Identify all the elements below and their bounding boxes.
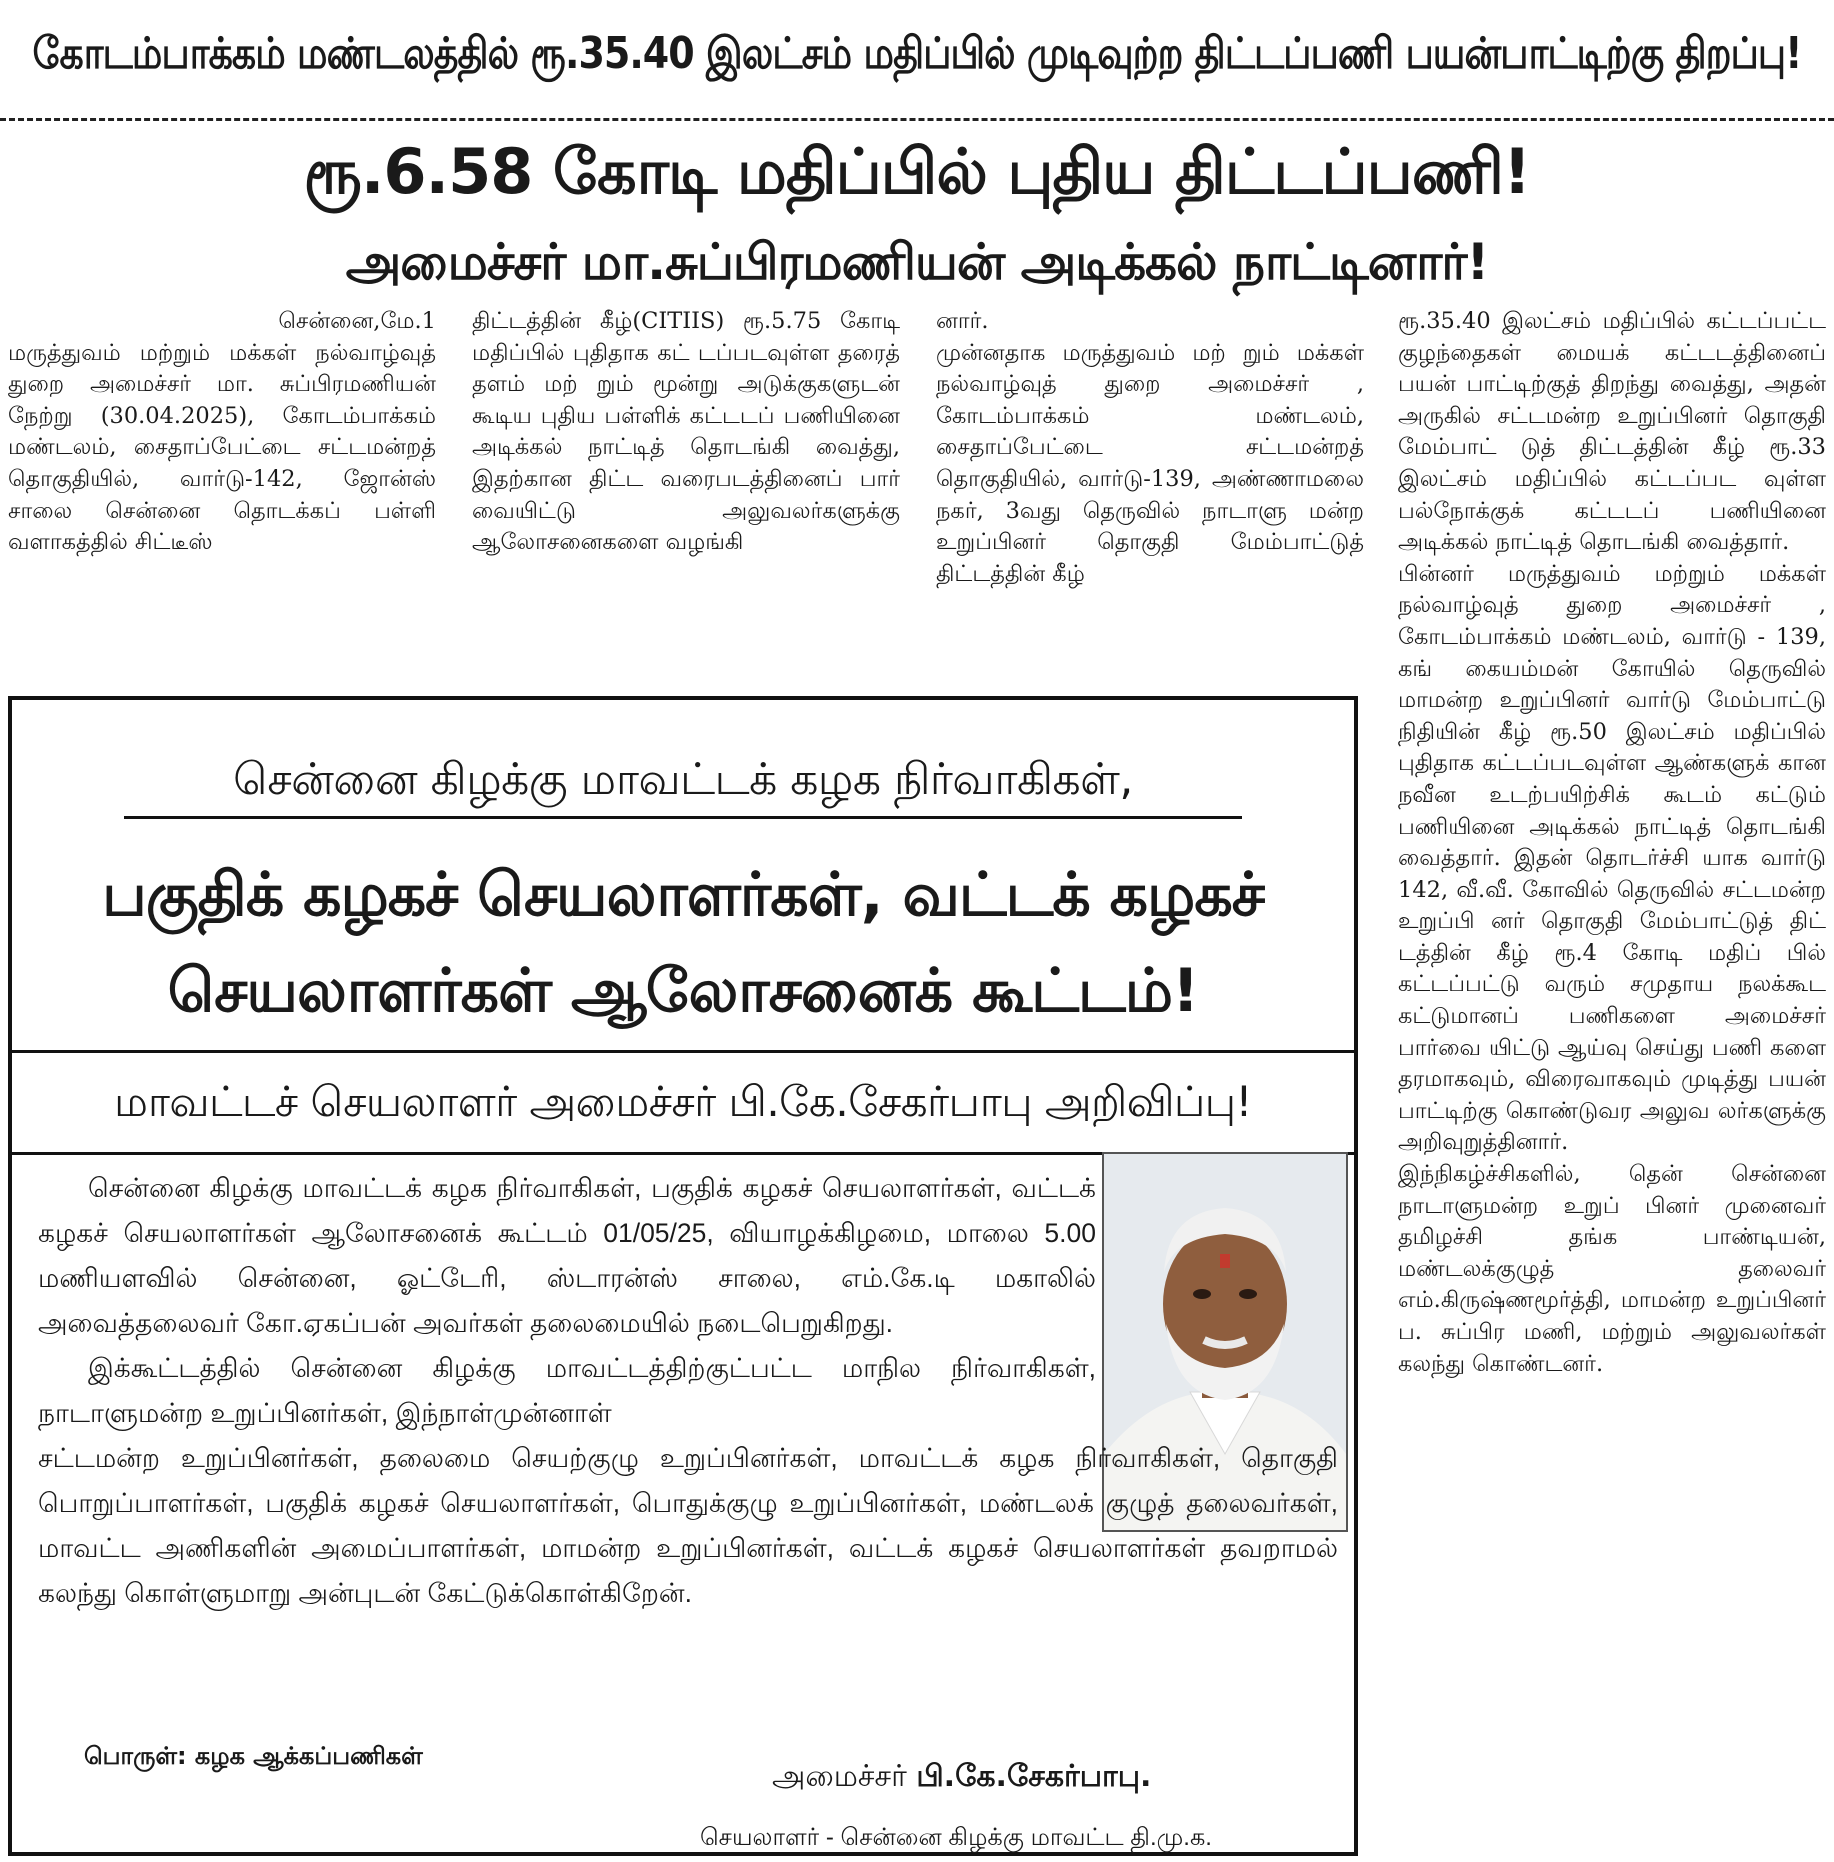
ad-kicker-underline bbox=[124, 816, 1242, 819]
ad-body bbox=[38, 1166, 1354, 1616]
ad-subject-line: பொருள்: கழக ஆக்கப்பணிகள் bbox=[84, 1742, 423, 1770]
ad-announcement: மாவட்டச் செயலாளர் அமைச்சர் பி.கே.சேகர்பாபு அறிவிப்பு! bbox=[12, 1052, 1354, 1155]
ad-paragraph-2b: சட்டமன்ற உறுப்பினர்கள், தலைமை செயற்குழு உறுப்பினர்கள், மாவட்டக் கழக நிர்வாகிகள், தொகுதி பொறுப்பாளர்கள், பகுதிக் கழகச் செயலாளர்கள், பொதுக்குழு உறுப்பினர்கள், மண்டலக் குழுத் தலைவர்கள், மாவட்ட அணிகளின் அமைப்பாளர்கள், மாமன்ற உறுப்பினர்கள், வட்டக் கழகச் செயலாளர்கள் தவறாமல் கலந்து கொள்ளுமாறு அன்புடன் கேட்டுக்கொள்கிறேன். bbox=[38, 1443, 1338, 1608]
main-headline: ரூ.6.58 கோடி மதிப்பில் புதிய திட்டப்பணி! bbox=[303, 135, 1531, 208]
article-column-3: னார். முன்னதாக மருத்துவம் மற் றும் மக்கள் நல்வாழ்வுத் துறை அமைச்சர் , கோடம்பாக்கம் மண்டலம், சைதாப்பேட்டை சட்டமன்றத் தொகுதியில், வார்டு-139, அண்ணாமலை நகர், 3வது தெருவில் நாடாளு மன்ற உறுப்பினர் தொகுதி மேம்பாட்டுத் திட்டத்தின் கீழ் bbox=[936, 308, 1364, 587]
signature-role: செயலாளர் - சென்னை கிழக்கு மாவட்ட தி.மு.க. bbox=[700, 1824, 1212, 1851]
sub-headline: அமைச்சர் மா.சுப்பிரமணியன் அடிக்கல் நாட்டினார்! bbox=[345, 233, 1489, 291]
article-column-4: ரூ.35.40 இலட்சம் மதிப்பில் கட்டப்பட்ட குழந்தைகள் மையக் கட்டடத்தினைப் பயன் பாட்டிற்குத் திறந்து வைத்து, அதன் அருகில் சட்டமன்ற உறுப்பினர் தொகுதி மேம்பாட் டுத் திட்டத்தின் கீழ் ரூ.33 இலட்சம் மதிப்பில் கட்டப்பட வுள்ள பல்நோக்குக் கட்டடப் பணியினை அடிக்கல் நாட்டித் தொடங்கி வைத்தார். பின்னர் மருத்துவம் மற்றும் மக்கள் நல்வாழ்வுத் துறை அமைச்சர் , கோடம்பாக்கம் மண்டலம், வார்டு - 139, கங் கையம்மன் கோயில் தெருவில் மாமன்ற உறுப்பினர் வார்டு மேம்பாட்டு நிதியின் கீழ் ரூ.50 இலட்சம் மதிப்பில் புதிதாக கட்டப்படவுள்ள ஆண்களுக் கான நவீன உடற்பயிற்சிக் கூடம் கட்டும் பணியினை அடிக்கல் நாட்டித் தொடங்கி வைத்தார். இதன் தொடர்ச்சி யாக வார்டு 142, வீ.வீ. கோவில் தெருவில் சட்டமன்ற உறுப்பி னர் தொகுதி மேம்பாட்டுத் திட் டத்தின் கீழ் ரூ.4 கோடி மதிப் பில் கட்டப்பட்டு வரும் சமுதாய நலக்கூட கட்டுமானப் பணிகளை அமைச்சர் பார்வை யிட்டு ஆய்வு செய்து பணி களை தரமாகவும், விரைவாகவும் முடித்து பயன் பாட்டிற்கு கொண்டுவர அலுவ லர்களுக்கு அறிவுறுத்தினார். இந்நிகழ்ச்சிகளில், தென் சென்னை நாடாளுமன்ற உறுப் பினர் முனைவர் தமிழச்சி தங்க பாண்டியன், மண்டலக்குழுத் தலைவர் எம்.கிருஷ்ணமூர்த்தி, மாமன்ற உறுப்பினர் ப. சுப்பிர மணி, மற்றும் அலுவலர்கள் கலந்து கொண்டனர். bbox=[1398, 308, 1826, 1377]
ad-title-line-1: பகுதிக் கழகச் செயலாளர்கள், வட்டக் கழகச் bbox=[102, 860, 1264, 930]
top-kicker-band bbox=[0, 0, 1834, 121]
ad-paragraph-2a-text: இக்கூட்டத்தில் சென்னை கிழக்கு மாவட்டத்திற்குட்பட்ட மாநில நிர்வாகிகள், நாடாளுமன்ற உறுப்பினர்கள், இந்நாள்முன்னாள் bbox=[38, 1353, 1096, 1428]
ad-title-line-2: செயலாளர்கள் ஆலோசனைக் கூட்டம்! bbox=[167, 956, 1199, 1026]
article-column-2: திட்டத்தின் கீழ்(CITIIS) ரூ.5.75 கோடி மதிப்பில் புதிதாக கட் டப்படவுள்ள தரைத் தளம் மற் றும் மூன்று அடுக்குகளுடன் கூடிய புதிய பள்ளிக் கட்டடப் பணியினை அடிக்கல் நாட்டித் தொடங்கி வைத்து, இதற்கான திட்ட வரைபடத்தினைப் பார் வையிட்டு அலுவலர்களுக்கு ஆலோசனைகளை வழங்கி bbox=[472, 308, 900, 556]
ad-header bbox=[12, 700, 1354, 1053]
signature-name bbox=[772, 1754, 1332, 1800]
article-column-1-text: மருத்துவம் மற்றும் மக்கள் நல்வாழ்வுத் துறை அமைச்சர் மா. சுப்பிரமணியன் நேற்று (30.04.2025), கோடம்பாக்கம் மண்டலம், சைதாப்பேட்டை சட்டமன்றத் தொகுதியில், வார்டு-142, ஜோன்ஸ் சாலை சென்னை தொடக்கப் பள்ளி வளாகத்தில் சிட்டீஸ் bbox=[8, 339, 436, 556]
article-column-1 bbox=[8, 306, 436, 666]
ad-paragraph-1 bbox=[38, 1166, 1096, 1346]
ad-kicker: சென்னை கிழக்கு மாவட்டக் கழக நிர்வாகிகள், bbox=[233, 754, 1133, 805]
kicker-headline: கோடம்பாக்கம் மண்டலத்தில் ரூ.35.40 இலட்சம் மதிப்பில் முடிவுற்ற திட்டப்பணி பயன்பாட்டிற்கு திறப்பு! bbox=[32, 27, 1802, 79]
signature-name-bold: பி.கே.சேகர்பாபு. bbox=[916, 1759, 1152, 1794]
ad-paragraph-2a bbox=[38, 1346, 1096, 1436]
dateline: சென்னை,மே.1 bbox=[278, 308, 436, 334]
ad-paragraph-1-text: சென்னை கிழக்கு மாவட்டக் கழக நிர்வாகிகள், பகுதிக் கழகச் செயலாளர்கள், வட்டக் கழகச் செயலாளர்கள் ஆலோசனைக் கூட்டம் 01/05/25, வியாழக்கிழமை, மாலை 5.00 மணியளவில் சென்னை, ஓட்டேரி, ஸ்டாரன்ஸ் சாலை, எம்.கே.டி மகாலில் அவைத்தலைவர் கோ.ஏகப்பன் அவர்கள் தலைமையில் நடைபெறுகிறது. bbox=[38, 1173, 1096, 1338]
signature-prefix: அமைச்சர் bbox=[772, 1759, 917, 1794]
advertisement-box bbox=[8, 696, 1358, 1856]
